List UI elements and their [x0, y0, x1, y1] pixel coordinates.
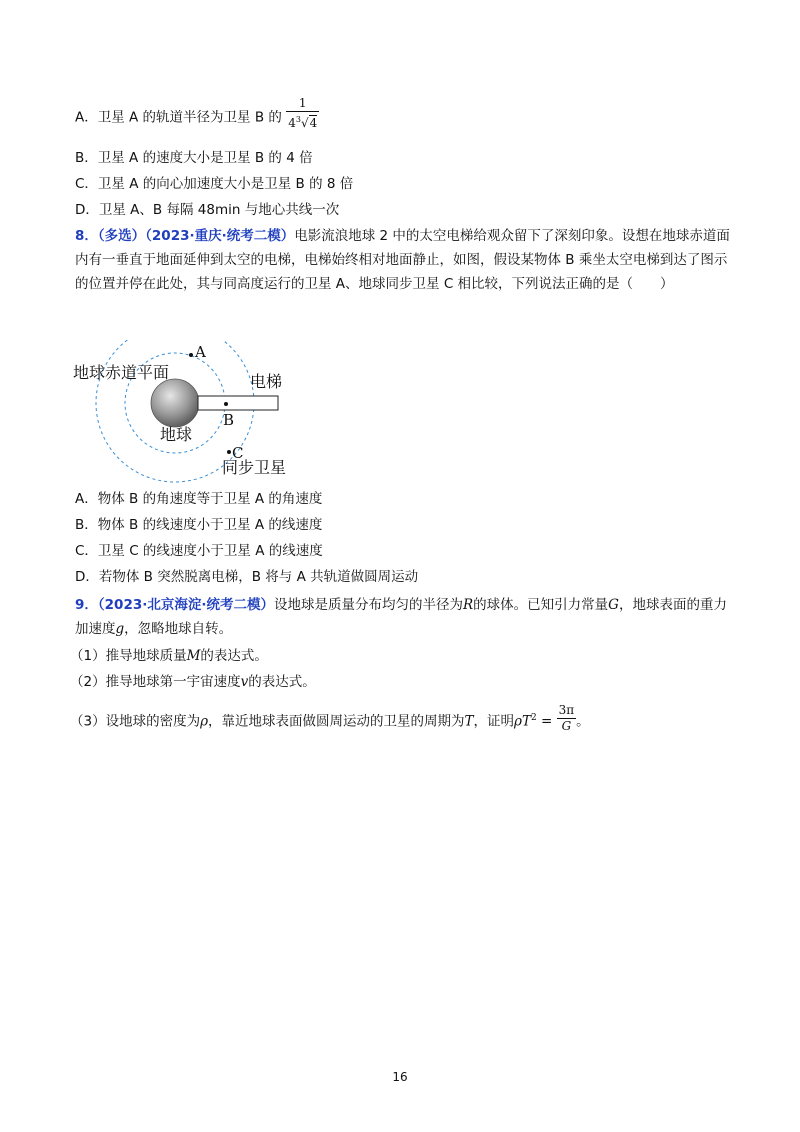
var-g-const: G [608, 597, 619, 613]
formula-fraction [557, 703, 577, 734]
label-earth: 地球 [160, 425, 193, 444]
q9-stem-part: ，地球表面的重力加速度 [75, 597, 727, 637]
fraction-denominator: $4^3√4$ [288, 115, 318, 130]
q8-number: 8． [75, 228, 98, 244]
q8-option-a: A．物体 B 的角速度等于卫星 A 的角速度 [75, 491, 323, 507]
q9-source: （2023·北京海淀·统考二模） [97, 597, 274, 613]
q9-stem [75, 593, 730, 641]
formula-numerator: 3π [558, 703, 575, 717]
label-b: B [223, 411, 235, 429]
label-plane: 地球赤道平面 [73, 363, 170, 382]
formula-exponent: 2 [531, 713, 537, 723]
q8-source: （2023·重庆·统考二模） [145, 228, 295, 244]
formula-equals: = [536, 713, 557, 730]
q9-part-2-text: 的表达式。 [248, 674, 316, 690]
q9-part-1-text: 的表达式。 [200, 648, 268, 664]
q8-option-b: B．物体 B 的线速度小于卫星 A 的线速度 [75, 517, 323, 533]
label-c: C [232, 444, 244, 462]
var-r: R [463, 597, 474, 613]
denominator-coefficient: 4 [288, 116, 296, 130]
q9-part-2-text: （2）推导地球第一宇宙速度 [70, 674, 241, 690]
label-elevator: 电梯 [250, 372, 283, 391]
q9-stem-part: ，忽略地球自转。 [124, 621, 233, 637]
q8-option-c: C．卫星 C 的线速度小于卫星 A 的线速度 [75, 543, 323, 559]
formula-lhs: ρT [514, 713, 531, 730]
object-b [224, 402, 228, 406]
root-index: 3 [295, 115, 301, 124]
q7-option-c: C．卫星 A 的向心加速度大小是卫星 B 的 8 倍 [75, 176, 354, 192]
q9-stem-part: 的球体。已知引力常量 [473, 597, 609, 613]
q8-stem-text: 电影流浪地球 2 中的太空电梯给观众留下了深刻印象。设想在地球赤道面内有一垂直于地面延伸到太空的电梯，电梯始终相对地面静止，如图，假设某物体 B 乘坐太空电梯到达了图示的位置并停在此处，其与同高度运行的卫星 A、地球同步卫星 C 相比较，下列说法正确的是（ ） [75, 228, 730, 292]
root-radicand: 4 [309, 116, 318, 130]
q9-stem-part: 设地球是质量分布均匀的半径为 [274, 597, 463, 613]
q8-option-d: D．若物体 B 突然脱离电梯，B 将与 A 共轨道做圆周运动 [75, 569, 419, 585]
formula-denominator: G [561, 719, 572, 733]
q7-option-a [75, 96, 319, 131]
earth [151, 379, 199, 427]
q7-option-a-text: A．卫星 A 的轨道半径为卫星 B 的 [75, 109, 282, 126]
page-number: 16 [392, 1070, 408, 1084]
q7-option-a-fraction [286, 96, 319, 131]
satellite-c [227, 450, 231, 454]
var-m: M [186, 648, 201, 664]
q9-part-3-end: 。 [576, 713, 590, 730]
q8-stem [75, 224, 730, 296]
q9-part-1-text: （1）推导地球质量 [70, 648, 187, 664]
var-v: v [240, 674, 249, 690]
label-sync: 同步卫星 [222, 458, 287, 477]
q9-part-3-text: ，证明 [473, 713, 515, 730]
var-g: g [115, 621, 125, 637]
q7-option-b: B．卫星 A 的速度大小是卫星 B 的 4 倍 [75, 150, 313, 166]
q9-part-2 [70, 672, 316, 692]
q7-option-d: D．卫星 A、B 每隔 48min 与地心共线一次 [75, 202, 340, 218]
q9-number: 9． [75, 597, 98, 613]
q9-part-3-text: ，靠近地球表面做圆周运动的卫星的周期为 [208, 713, 465, 730]
q8-figure [72, 340, 312, 485]
var-t: T [464, 713, 474, 730]
q9-part-3-text: （3）设地球的密度为 [70, 713, 201, 730]
q8-tag: （多选） [97, 228, 146, 244]
q9-part-3 [70, 703, 590, 734]
var-rho: ρ [200, 713, 209, 730]
fraction-numerator: 1 [286, 96, 319, 112]
label-a: A [195, 343, 206, 361]
q9-part-1 [70, 646, 268, 666]
elevator [198, 396, 278, 410]
satellite-a [189, 353, 193, 357]
